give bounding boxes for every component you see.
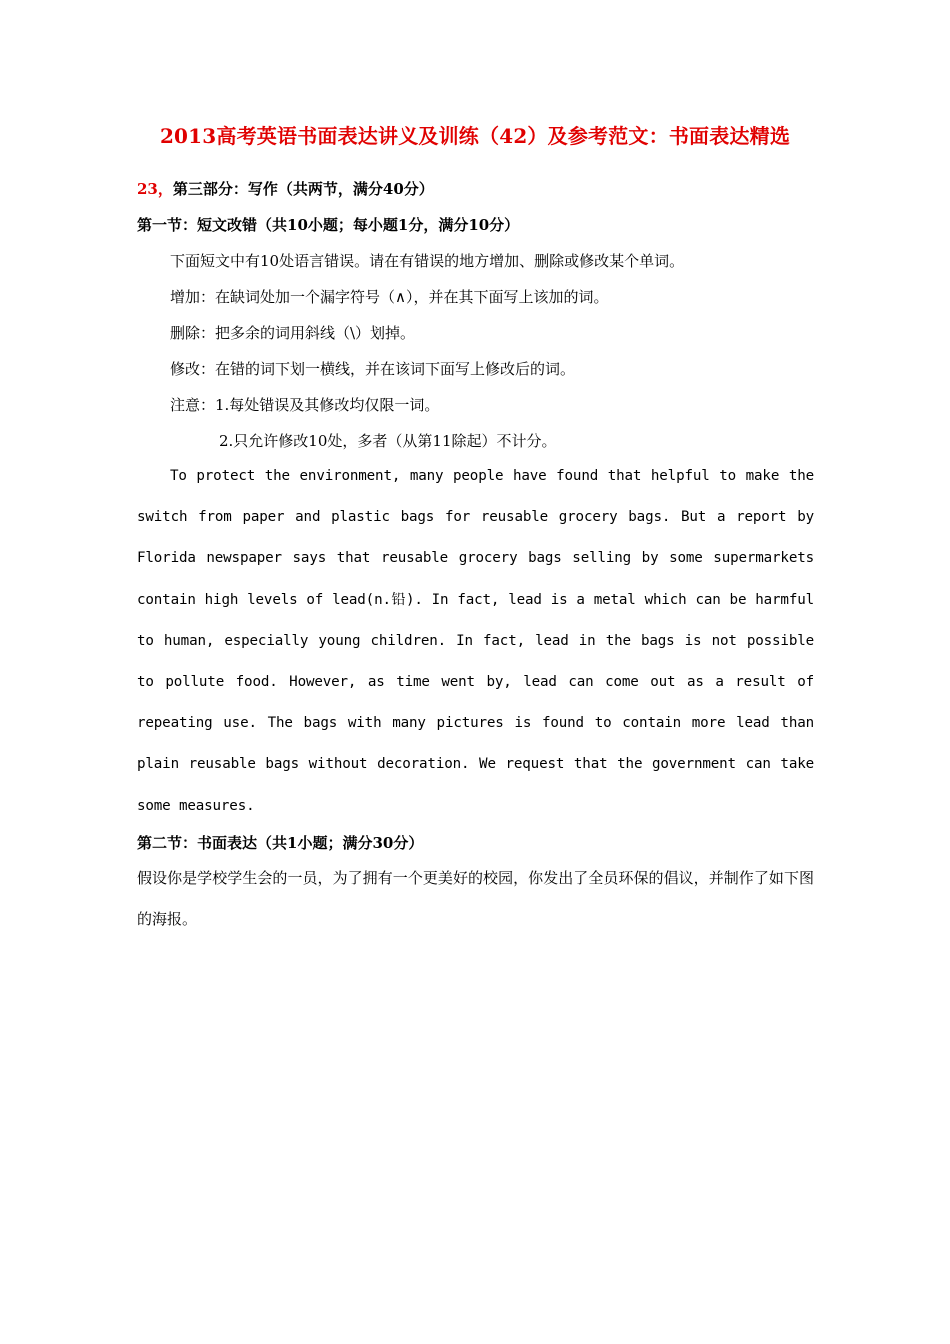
- section-header-text: 第三部分：写作（共两节，满分40分）: [172, 180, 434, 198]
- instruction-line: 下面短文中有10处语言错误。请在有错误的地方增加、删除或修改某个单词。: [170, 252, 685, 270]
- instruction-line: 删除：把多余的词用斜线（\）划掉。: [170, 324, 416, 342]
- question-number: 23，: [137, 180, 173, 198]
- section-header: [137, 178, 434, 199]
- instruction-line: 增加：在缺词处加一个漏字符号（∧），并在其下面写上该加的词。: [170, 288, 609, 306]
- part1-heading: 第一节：短文改错（共10小题；每小题1分，满分10分）: [137, 216, 520, 234]
- instruction-line: 注意：1.每处错误及其修改均仅限一词。: [170, 396, 440, 414]
- instruction-line: 修改：在错的词下划一横线，并在该词下面写上修改后的词。: [170, 360, 576, 378]
- instruction-note: 2.只允许修改10处，多者（从第11除起）不计分。: [219, 432, 557, 450]
- part2-heading: 第二节：书面表达（共1小题；满分30分）: [137, 834, 424, 852]
- document-title: 2013高考英语书面表达讲义及训练（42）及参考范文：书面表达精选: [159, 124, 791, 148]
- error-correction-passage: To protect the environment, many people have found that helpful to make the switch from paper and plastic bags for reusable grocery bags. But a report by Florida newspaper says that reusable grocery bags selling by some supermarkets contain high levels of lead(n.铅). In fact, lead is a metal which can be harmful to human, especially young children. In fact, lead in the bags is not possible to pollute food. However, as time went by, lead can come out as a result of repeating use. The bags with many pictures is found to contain more lead than plain reusable bags without decoration. We request that the government can take some measures.: [137, 468, 814, 814]
- writing-prompt: 假设你是学校学生会的一员，为了拥有一个更美好的校园，你发出了全员环保的倡议，并制作了如下图的海报。: [137, 869, 814, 928]
